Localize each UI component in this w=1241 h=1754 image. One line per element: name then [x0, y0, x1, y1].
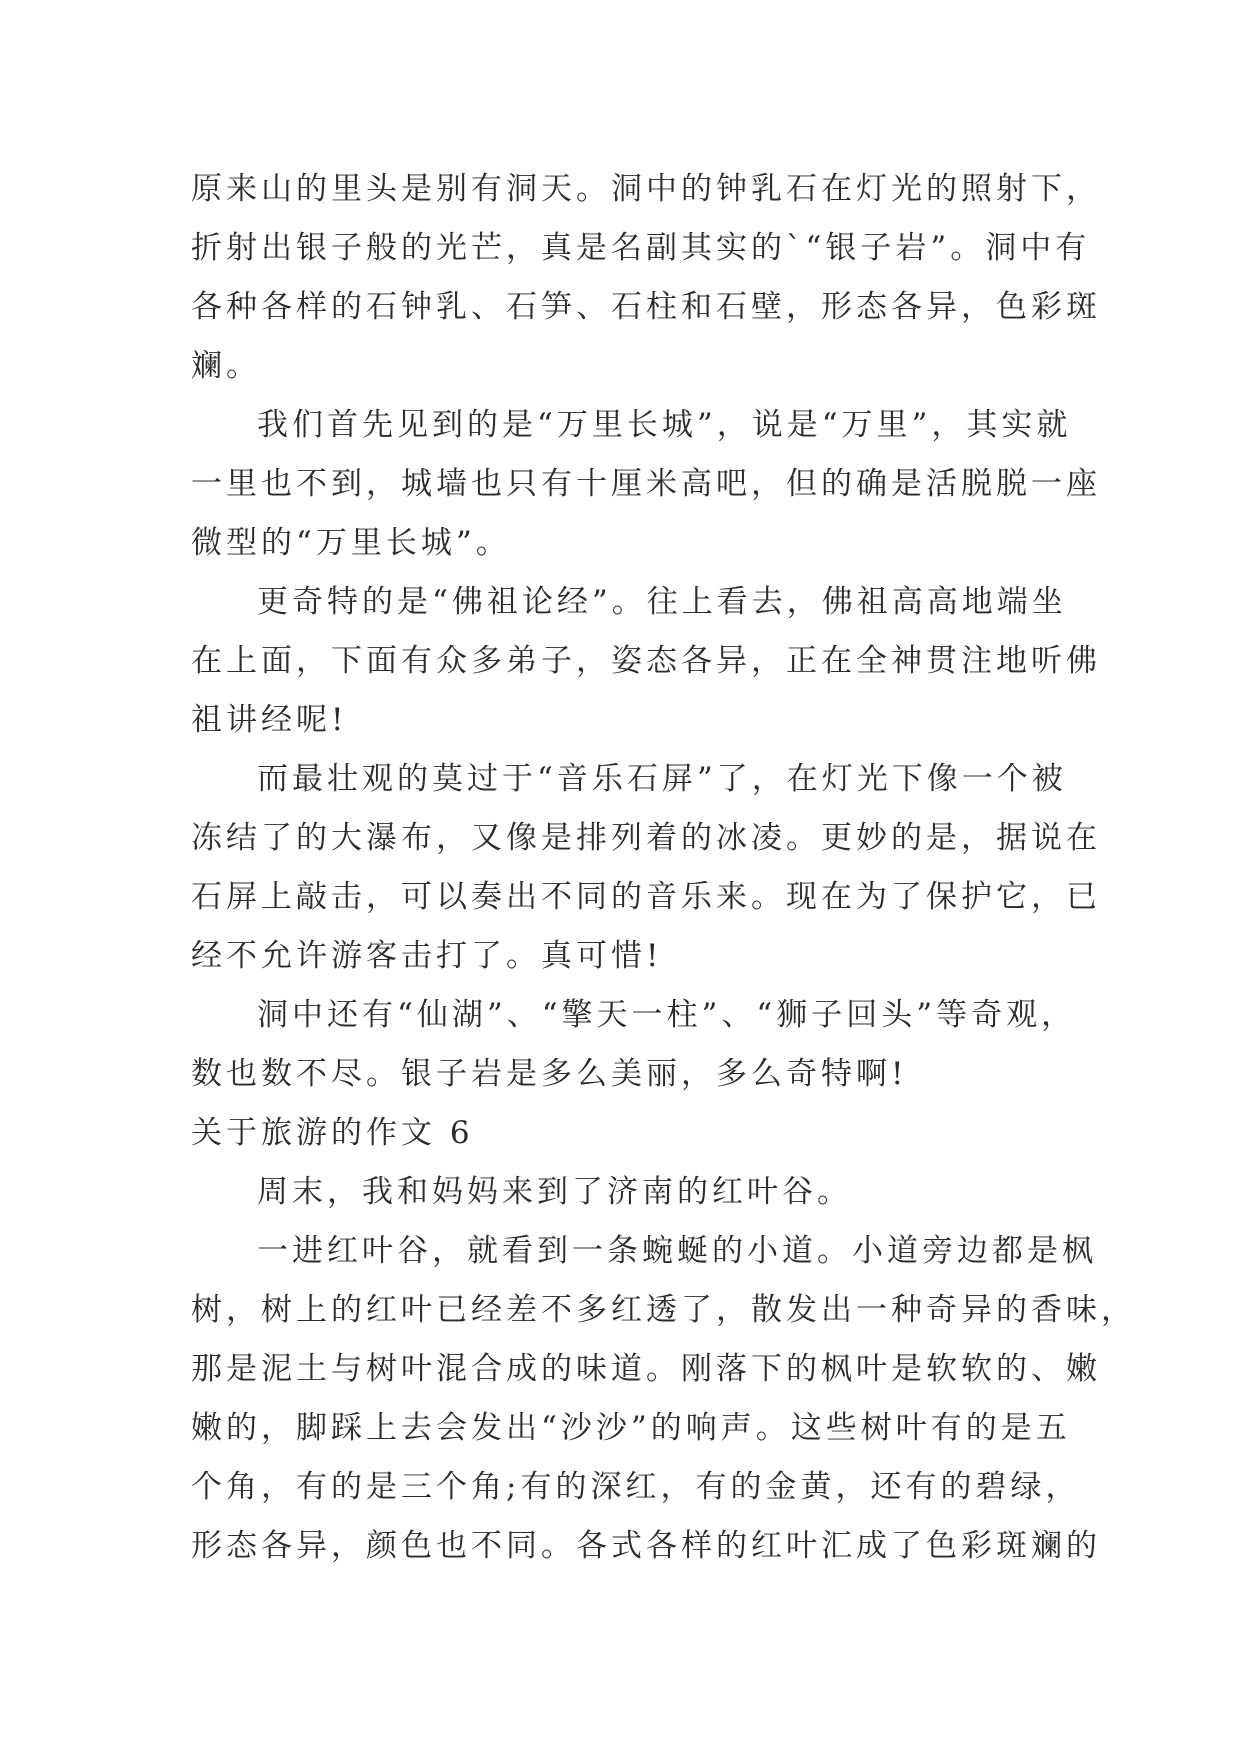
text-line: 折射出银子般的光芒，真是名副其实的`“银子岩”。洞中有: [191, 230, 1091, 266]
paragraph-first-line: 洞中还有“仙湖”、“擎天一柱”、“狮子回头”等奇观，: [257, 997, 1077, 1033]
paragraph-first-line: 我们首先见到的是“万里长城”，说是“万里”，其实就: [257, 407, 1072, 443]
text-line: 形态各异，颜色也不同。各式各样的红叶汇成了色彩斑斓的: [191, 1528, 1101, 1564]
section-heading: 关于旅游的作文 6: [191, 1115, 474, 1151]
text-line: 石屏上敲击，可以奏出不同的音乐来。现在为了保护它，已: [191, 879, 1101, 915]
text-line: 个角，有的是三个角;有的深红，有的金黄，还有的碧绿，: [191, 1469, 1081, 1505]
text-line: 各种各样的石钟乳、石笋、石柱和石壁，形态各异，色彩斑: [191, 289, 1101, 325]
document-body: [191, 160, 1136, 1576]
text-line: 经不允许游客击打了。真可惜!: [191, 938, 663, 974]
text-line: 嫩的，脚踩上去会发出“沙沙”的响声。这些树叶有的是五: [191, 1410, 1071, 1446]
paragraph-first-line: 更奇特的是“佛祖论经”。往上看去，佛祖高高地端坐: [257, 584, 1067, 620]
paragraph-first-line: 而最壮观的莫过于“音乐石屏”了，在灯光下像一个被: [257, 761, 1067, 797]
paragraph-first-line: 一进红叶谷，就看到一条蜿蜒的小道。小道旁边都是枫: [257, 1233, 1097, 1269]
text-line: 那是泥土与树叶混合成的味道。刚落下的枫叶是软软的、嫩: [191, 1351, 1101, 1387]
text-line: 斓。: [191, 348, 261, 384]
text-line: 冻结了的大瀑布，又像是排列着的冰凌。更妙的是，据说在: [191, 820, 1101, 856]
text-line: 原来山的里头是别有洞天。洞中的钟乳石在灯光的照射下，: [191, 171, 1101, 207]
paragraph-first-line: 周末，我和妈妈来到了济南的红叶谷。: [257, 1174, 852, 1210]
text-line: 树，树上的红叶已经差不多红透了，散发出一种奇异的香味，: [191, 1292, 1136, 1328]
text-line: 数也数不尽。银子岩是多么美丽，多么奇特啊!: [191, 1056, 908, 1092]
text-line: 一里也不到，城墙也只有十厘米高吧，但的确是活脱脱一座: [191, 466, 1101, 502]
text-line: 在上面，下面有众多弟子，姿态各异，正在全神贯注地听佛: [191, 643, 1101, 679]
text-line: 微型的“万里长城”。: [191, 525, 511, 561]
text-line: 祖讲经呢!: [191, 702, 348, 738]
